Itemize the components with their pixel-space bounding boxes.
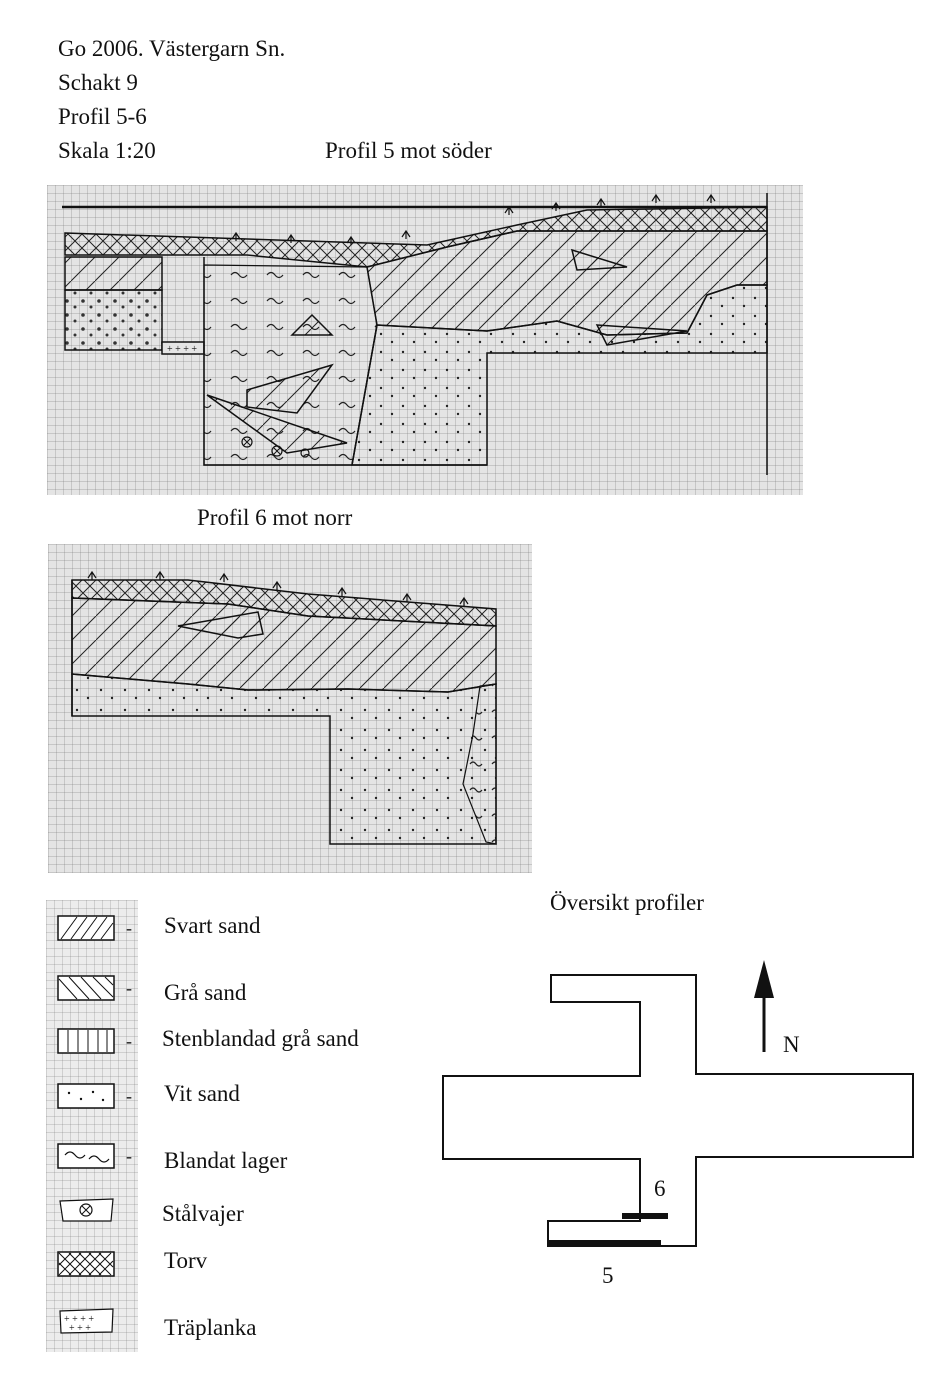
- legend-label-vit-sand: Vit sand: [164, 1081, 240, 1106]
- traplanka-swatch: [57, 1308, 115, 1334]
- blandat-lager-swatch: [57, 1143, 115, 1169]
- svart-sand-swatch: [57, 915, 115, 941]
- gra-sand-swatch: [57, 975, 115, 1001]
- profile-5-label: 5: [602, 1263, 614, 1288]
- legend-label-gra-sand: Grå sand: [164, 980, 247, 1005]
- legend-label-traplanka: Träplanka: [164, 1315, 257, 1340]
- trench-label: Schakt 9: [58, 70, 138, 95]
- profile-6-marker: [622, 1213, 668, 1219]
- profile-5-drawing: [47, 185, 803, 495]
- svg-text:+ + +: + + +: [69, 1323, 91, 1334]
- legend-label-blandat-lager: Blandat lager: [164, 1148, 288, 1173]
- profile-label: Profil 5-6: [58, 104, 147, 129]
- profile-5-marker: [547, 1240, 661, 1246]
- stalvajer-swatch: [57, 1197, 115, 1223]
- profile-5-title: Profil 5 mot söder: [325, 138, 492, 163]
- site-title: Go 2006. Västergarn Sn.: [58, 36, 286, 61]
- profile-6-title: Profil 6 mot norr: [197, 505, 353, 530]
- vit-sand-swatch: [57, 1083, 115, 1109]
- legend-label-stalvajer: Stålvajer: [162, 1201, 244, 1226]
- north-arrow-icon: [754, 960, 774, 998]
- scale-label: Skala 1:20: [58, 138, 156, 163]
- torv-swatch: [57, 1251, 115, 1277]
- profile-6-drawing: [48, 544, 532, 873]
- legend-label-stenblandad-gra-sand: Stenblandad grå sand: [162, 1026, 359, 1051]
- profile-6-label: 6: [654, 1176, 666, 1201]
- legend-background: [46, 900, 138, 1352]
- svg-text:+ + + +: + + + +: [64, 1314, 95, 1325]
- stenblandad-gra-sand-swatch: [57, 1028, 115, 1054]
- north-label: N: [783, 1032, 800, 1057]
- overview-title: Översikt profiler: [550, 890, 704, 915]
- overview-plan: [430, 940, 920, 1300]
- legend-label-torv: Torv: [164, 1248, 208, 1273]
- svg-text:+ + + +: + + + +: [167, 344, 198, 355]
- legend-label-svart-sand: Svart sand: [164, 913, 261, 938]
